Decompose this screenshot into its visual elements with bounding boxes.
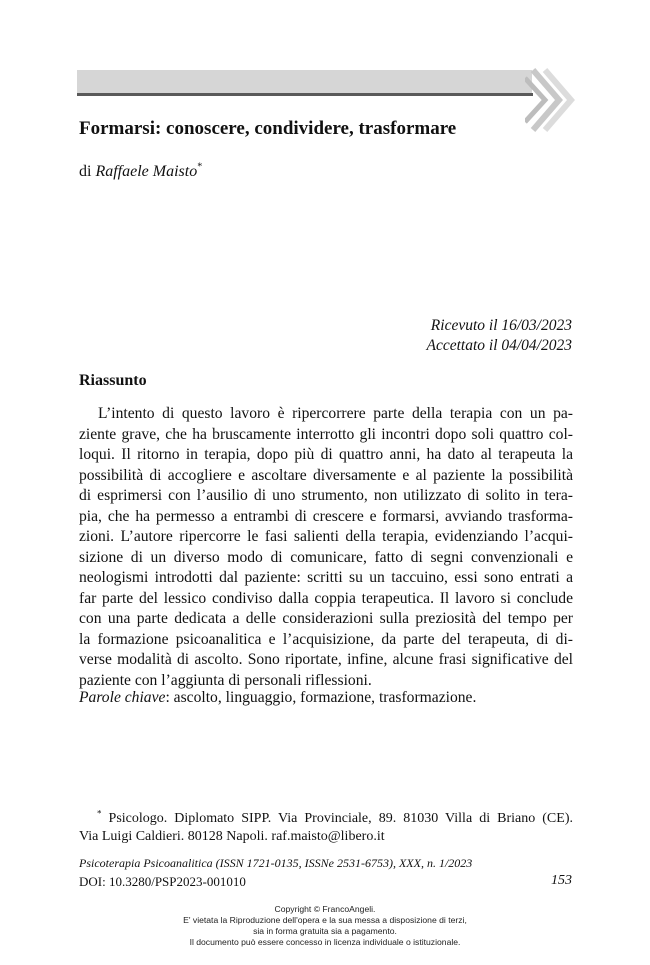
article-dates (426, 316, 572, 356)
copyright-notice (0, 904, 650, 948)
header-rule (77, 93, 533, 96)
abstract-line: pia, che ha permesso a entrambi di crescere e formarsi, avviando trasforma- (79, 507, 573, 525)
abstract-line: possibilità di accogliere e ascoltare diversamente e al paziente la possibilità (79, 466, 573, 484)
abstract-line: ziente grave, che ha bruscamente interrotto gli incontri dopo soli quattro col- (79, 425, 573, 443)
keywords-label: Parole chiave (79, 689, 166, 706)
abstract-line: con una parte dedicata a delle considerazioni sulla preziosità del tempo per (79, 610, 573, 627)
author-footnote (79, 810, 573, 846)
double-chevron-right-icon (525, 64, 581, 136)
abstract-line: paziente con l’aggiunta di personali riflessioni. (79, 671, 372, 689)
abstract-line: sizione di un diverso modo di comunicare, fatto di segni convenzionali e (79, 548, 573, 566)
footnote-mark: * (97, 810, 102, 819)
abstract-heading: Riassunto (79, 372, 147, 389)
byline-prefix: di (79, 163, 96, 180)
journal-citation: Psicoterapia Psicoanalitica (ISSN 1721-0135, ISSNe 2531-6753), XXX, n. 1/2023 (79, 856, 473, 870)
footnote-line: Via Luigi Caldieri. 80128 Napoli. raf.maisto@libero.it (79, 829, 385, 844)
byline (79, 163, 202, 181)
doi: DOI: 10.3280/PSP2023-001010 (79, 874, 246, 889)
copyright-line: Copyright © FrancoAngeli. (274, 904, 376, 914)
abstract-line: la formazione psicoanalitica e l’acquisizione, da parte del terapeuta, di di- (79, 630, 573, 648)
abstract-line: di esprimersi con l’ausilio di uno strumento, non utilizzato di solito in tera- (79, 487, 573, 504)
abstract-line: neologismi introdotti dal paziente: scritti su un taccuino, essi sono entrati a (79, 569, 573, 586)
abstract-line: verse modalità di ascolto. Sono riportate, infine, alcune frasi significative del (79, 651, 573, 668)
abstract-body (79, 404, 573, 691)
author-name: Raffaele Maisto (95, 163, 198, 180)
copyright-line: sia in forma gratuita sia a pagamento. (253, 926, 397, 936)
footnote-line (79, 810, 573, 828)
abstract-line: far parte del lessico condiviso dalla coppia terapeutica. Il lavoro si conclude (79, 589, 573, 607)
accepted-date: Accettato il 04/04/2023 (426, 337, 572, 354)
keywords-list: : ascolto, linguaggio, formazione, trasformazione. (165, 689, 477, 706)
received-date: Ricevuto il 16/03/2023 (430, 317, 572, 334)
copyright-line: E' vietata la Riproduzione dell'opera e la sua messa a disposizione di terzi, (183, 915, 467, 925)
footnote-text: Psicologo. Diplomato SIPP. Via Provinciale, 89. 81030 Villa di Briano (CE). (101, 811, 573, 826)
header-band (77, 70, 532, 94)
page-number: 153 (551, 873, 572, 888)
abstract-line: zioni. L’autore ripercorre le fasi salienti della terapia, evidenziando l’acqui- (79, 528, 573, 545)
abstract-line: L’intento di questo lavoro è ripercorrere parte della terapia con un pa- (98, 405, 573, 422)
keywords (79, 689, 476, 707)
article-title: Formarsi: conoscere, condividere, trasformare (79, 118, 457, 139)
copyright-line: Il documento può essere concesso in licenza individuale o istituzionale. (189, 937, 461, 947)
abstract-line: loqui. Il ritorno in terapia, dopo più di quattro anni, ha dato al terapeuta la (79, 446, 573, 463)
author-footnote-mark: * (197, 161, 203, 173)
